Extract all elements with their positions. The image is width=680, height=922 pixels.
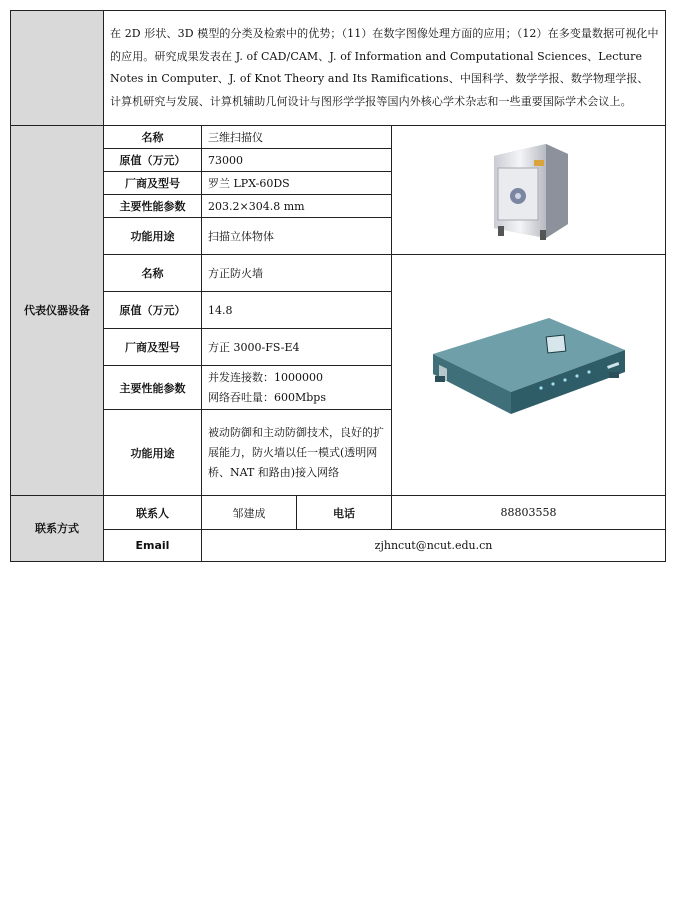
label-maker-1: 厂商及型号: [104, 172, 202, 195]
contact-phone-label: 电话: [297, 496, 392, 530]
label-function-2: 功能用途: [104, 410, 202, 496]
equipment-2-maker: 方正 3000-FS-E4: [202, 329, 392, 366]
firewall-appliance-icon: [429, 310, 629, 440]
label-function-1: 功能用途: [104, 218, 202, 255]
label-value-1: 原值（万元）: [104, 149, 202, 172]
equipment-2-name: 方正防火墙: [202, 255, 392, 292]
label-name-1: 名称: [104, 126, 202, 149]
label-maker-2: 厂商及型号: [104, 329, 202, 366]
contact-label: 联系方式: [11, 496, 104, 562]
equipment-2-spec-2: 网络吞吐量：600Mbps: [208, 390, 326, 404]
equipment-1-name: 三维扫描仪: [202, 126, 392, 149]
equipment-1-specs: 203.2×304.8 mm: [202, 195, 392, 218]
equipment-1-image-cell: [392, 126, 666, 255]
contact-email-label: Email: [104, 530, 202, 562]
intro-text: 在 2D 形状、3D 模型的分类及检索中的优势；（11）在数字图像处理方面的应用；（12）在多变量数据可视化中的应用。研究成果发表在 J. of CAD/CAM、J. of Information and Computational Sciences、Lecture Notes in Computer、J. of Knot Theory and Its Ramifications、中国科学、数学学报、数学物理学报、计算机研究与发展、计算机辅助几何设计与图形学学报等国内外核心学术杂志和一些重要国际学术会议上。: [104, 11, 666, 126]
equipment-2-specs: [202, 366, 392, 410]
label-specs-1: 主要性能参数: [104, 195, 202, 218]
equipment-2-function: 被动防御和主动防御技术，良好的扩展能力，防火墙以任一模式(透明网桥、NAT 和路由)接入网络: [202, 410, 392, 496]
label-name-2: 名称: [104, 255, 202, 292]
contact-email: zjhncut@ncut.edu.cn: [202, 530, 666, 562]
contact-person: 邹建成: [202, 496, 297, 530]
label-specs-2: 主要性能参数: [104, 366, 202, 410]
equipment-2-spec-1: 并发连接数：1000000: [208, 370, 323, 384]
3d-scanner-icon: [484, 138, 574, 242]
contact-phone: 88803558: [392, 496, 666, 530]
equipment-2-image-cell: [392, 255, 666, 496]
section-label-text: 代表仪器设备: [24, 303, 90, 317]
section-label-equipment: [11, 126, 104, 496]
equipment-2-value: 14.8: [202, 292, 392, 329]
equipment-1-maker: 罗兰 LPX-60DS: [202, 172, 392, 195]
equipment-table: [10, 10, 666, 562]
contact-person-label: 联系人: [104, 496, 202, 530]
equipment-1-function: 扫描立体物体: [202, 218, 392, 255]
equipment-1-value: 73000: [202, 149, 392, 172]
intro-side-cell: [11, 11, 104, 126]
label-value-2: 原值（万元）: [104, 292, 202, 329]
